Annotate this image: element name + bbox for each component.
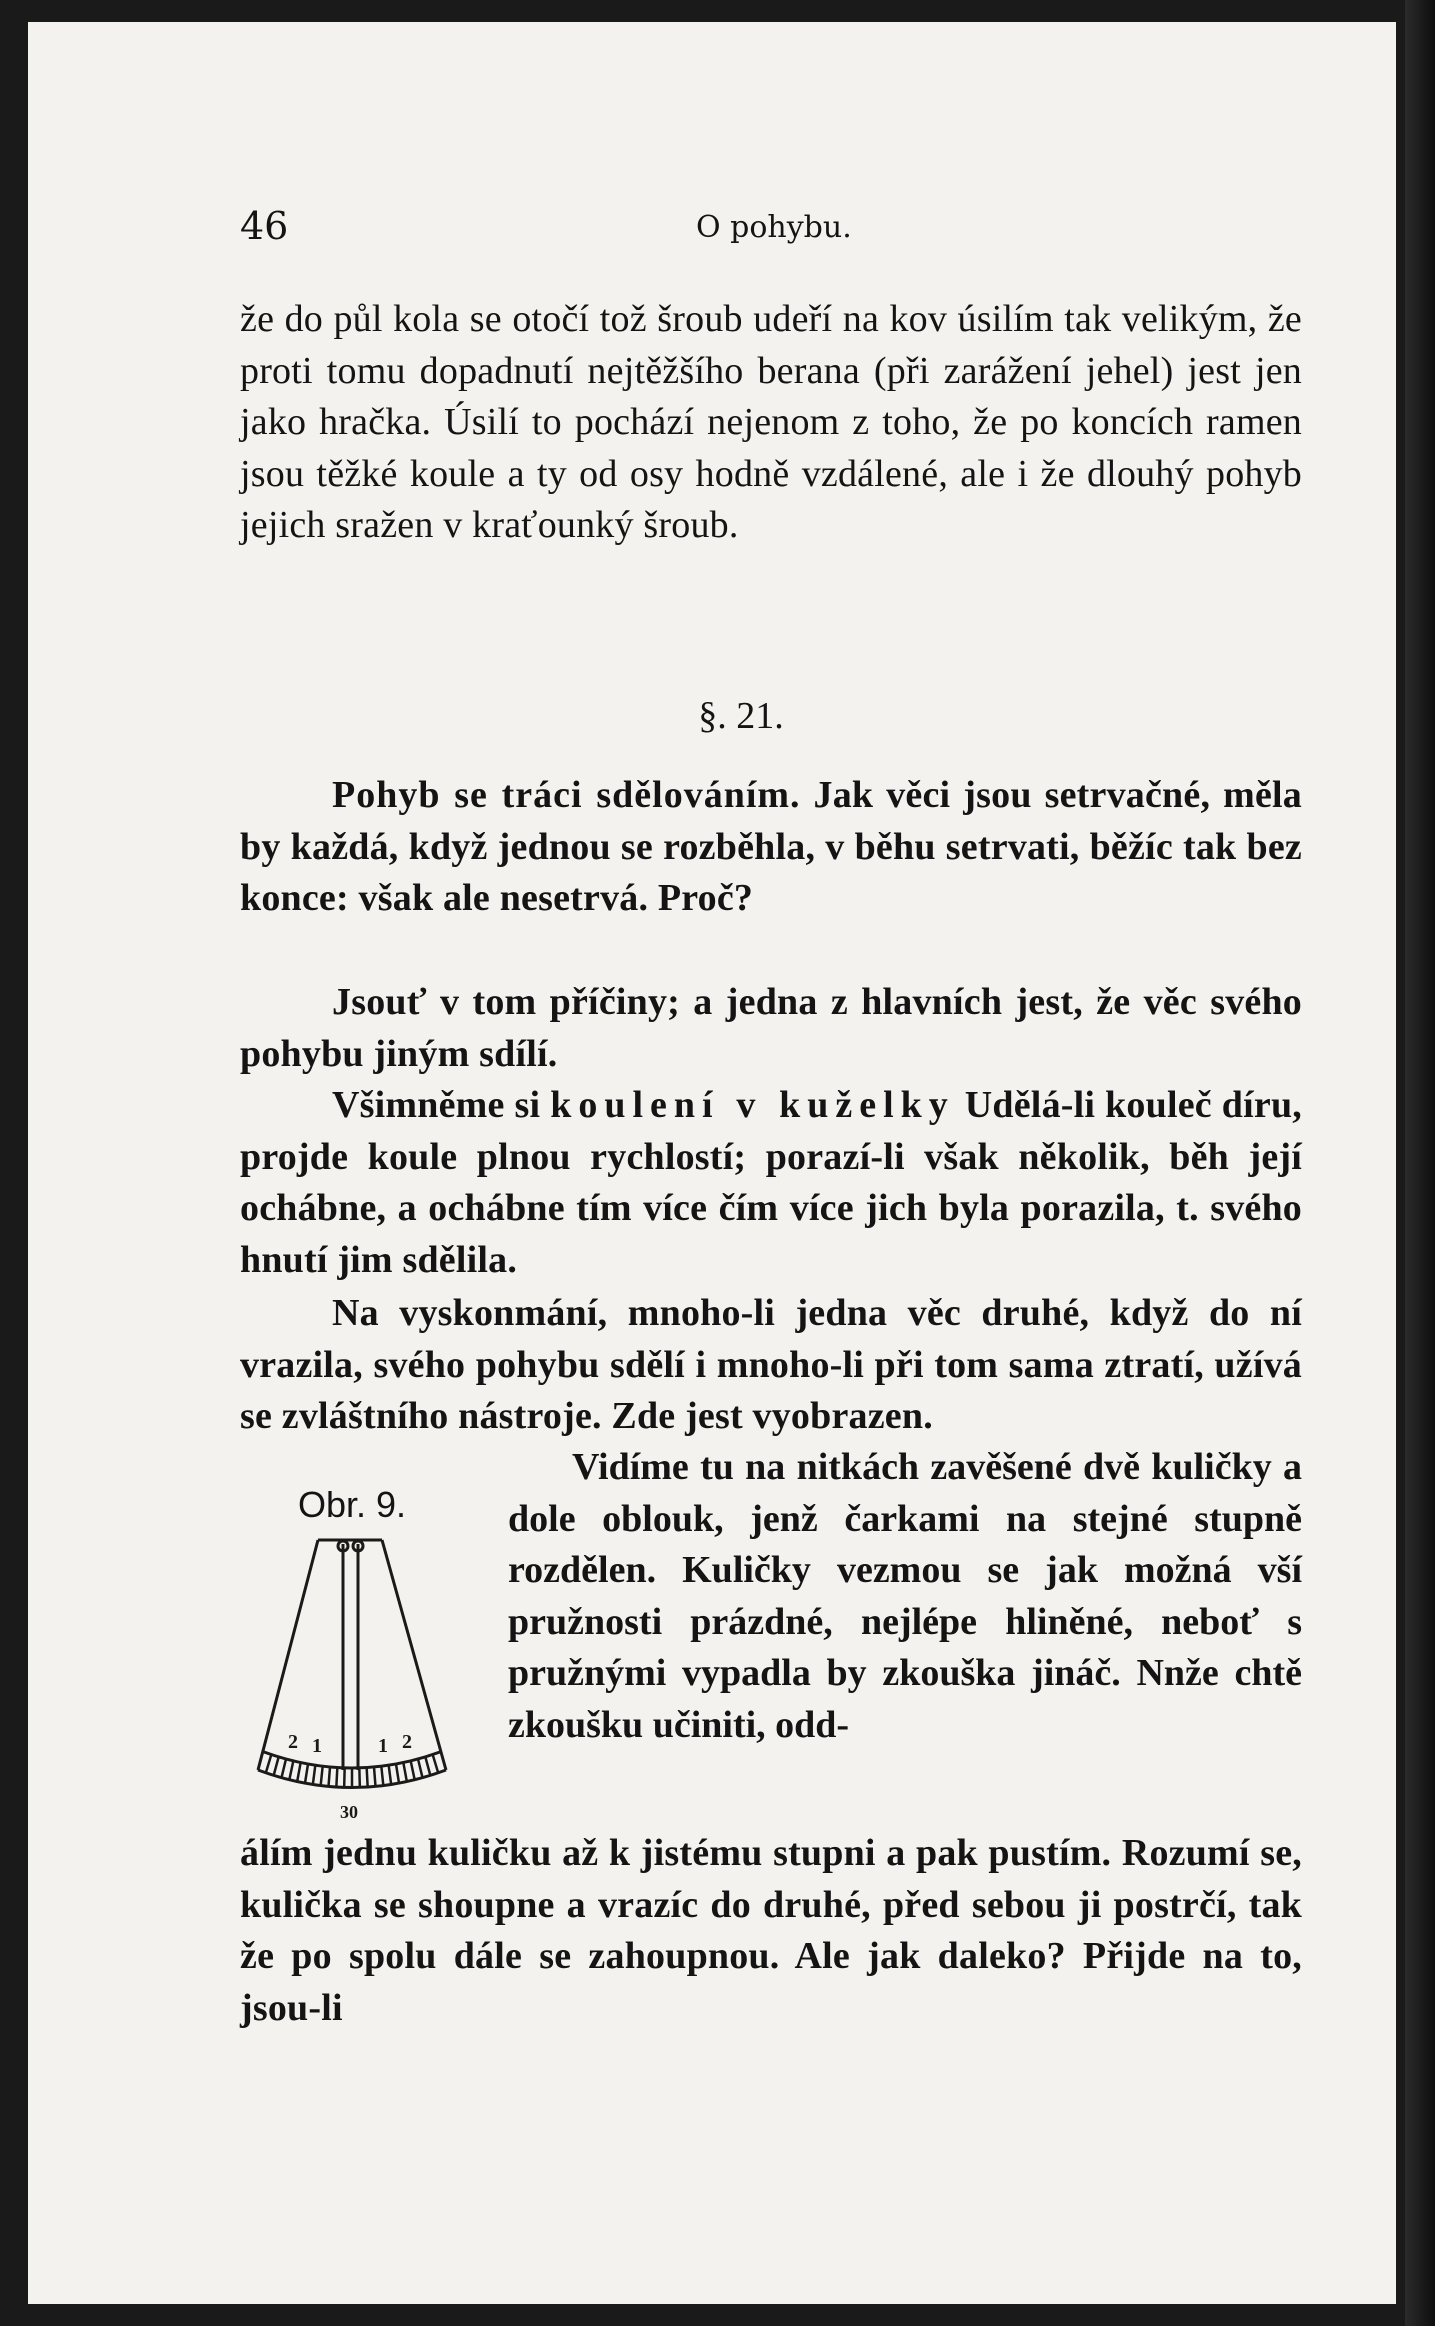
scale-tick xyxy=(403,1763,407,1782)
scale-tick xyxy=(274,1757,279,1775)
scale-tick xyxy=(367,1768,368,1787)
scale-tick xyxy=(418,1759,423,1778)
figure-side-text-content: Vidíme tu na nitkách zavěšené dvě kuličky a dole oblouk, jenž čarkami na stejné stupně rozdělen. Kuličky vezmou se jak možná vší pružnosti prázdné, nejlépe hliněné, neboť s pružnými vypadla by zkouška jináč. Nnže chtě zkoušku učiniti, odd- xyxy=(508,1446,1302,1746)
paragraph-4-spaced-term: koulení v kuželky xyxy=(550,1084,955,1126)
book-edge xyxy=(1405,0,1435,2326)
scale-tick xyxy=(359,1768,360,1787)
page-number: 46 xyxy=(240,204,289,248)
scale-tick xyxy=(329,1767,331,1786)
scale-arc-inner xyxy=(264,1752,440,1768)
scale-tick xyxy=(374,1767,376,1786)
figure-block xyxy=(240,1442,1302,1822)
figure-side-text xyxy=(508,1442,1302,1751)
frame-right-side xyxy=(382,1540,446,1770)
page-header xyxy=(240,204,1300,254)
scale-tick xyxy=(321,1766,323,1785)
section-title: §. 21. xyxy=(698,695,784,737)
scale-bottom-mark: 30 xyxy=(340,1802,358,1822)
paragraph-4-start: Všimněme si xyxy=(332,1084,551,1126)
paragraph-2-text: Jak věci jsou setrvačné, měla by každá, když jednou se rozběhla, v běhu setrvati, běžíc tak bez konce: však ale nesetrvá. Proč? xyxy=(240,774,1302,919)
paragraph-1: že do půl kola se otočí tož šroub udeří na kov úsilím tak velikým, že proti tomu dopadnutí nejtěžšího berana (při zarážení jehel) jest jen jako hračka. Úsilí to pochází nejenom z toho, že po koncích ramen jsou těžké koule a ty od osy hodně vzdálené, ale i že dlouhý pohyb jejich sražen v kraťounký šroub. xyxy=(240,298,1302,546)
running-head: O pohybu. xyxy=(696,210,852,245)
scale-tick xyxy=(282,1759,287,1778)
figure-label: Obr. 9. xyxy=(298,1484,407,1525)
scale-tick xyxy=(289,1761,293,1780)
paragraph-4 xyxy=(240,1080,1302,1286)
scale-tick xyxy=(425,1757,430,1775)
paragraph-3: Jsouť v tom příčiny; a jedna z hlavních jest, že věc svého pohybu jiným sdílí. xyxy=(240,981,1302,1075)
scale-tick xyxy=(381,1766,383,1785)
pendulum-apparatus-illustration xyxy=(250,1530,500,1830)
scale-mark-right-2: 2 xyxy=(402,1731,412,1753)
scale-tick xyxy=(313,1765,316,1784)
scale-tick xyxy=(433,1755,439,1773)
paragraph-4-end: Udělá-li kouleč díru, projde koule plnou rychlostí; porazí-li však několik, běh její ochábne, a ochábne tím více čím více jich byla porazila, t. svého hnutí jim sdělila. xyxy=(240,1084,1302,1281)
scale-mark-right-1: 1 xyxy=(378,1735,388,1757)
scale-tick xyxy=(336,1768,337,1787)
book-page xyxy=(28,22,1396,2304)
paragraph-5: Na vyskonmání, mnoho-li jedna věc druhé, když do ní vrazila, svého pohybu sdělí i mnoho-li při tom sama ztratí, užívá se zvláštního nástroje. Zde jest vyobrazen. xyxy=(240,1292,1302,1437)
scale-tick xyxy=(396,1764,399,1783)
scale-tick xyxy=(266,1755,272,1773)
scale-mark-left-1: 1 xyxy=(312,1735,322,1757)
scale-mark-left-2: 2 xyxy=(288,1731,298,1753)
scale-tick xyxy=(411,1761,415,1780)
scale-tick xyxy=(344,1768,345,1787)
scale-tick xyxy=(297,1763,301,1782)
scale-tick xyxy=(389,1765,392,1784)
scale-tick xyxy=(305,1764,308,1783)
paragraph-2-heading: Pohyb se tráci sdělováním. xyxy=(332,774,801,816)
paragraph-6: álím jednu kuličku až k jistému stupni a pak pustím. Rozumí se, kulička se shoupne a vrazíc do druhé, před sebou ji postrčí, tak že po spolu dále se zahoupnou. Ale jak daleko? Přijde na to, jsou-li xyxy=(240,1832,1302,2029)
paragraph-2 xyxy=(240,770,1302,925)
